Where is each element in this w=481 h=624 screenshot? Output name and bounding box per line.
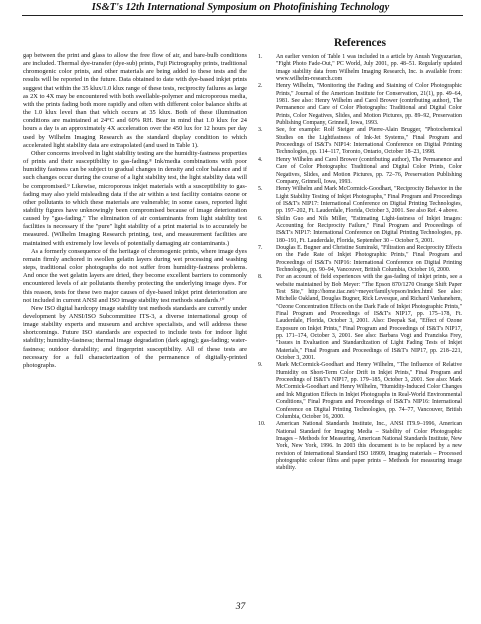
- reference-number: 1.: [258, 54, 263, 60]
- reference-item: [258, 54, 462, 83]
- references-column: [258, 37, 462, 473]
- page-number: 37: [235, 601, 246, 612]
- reference-text: American National Standards Institute, Inc., ANSI IT9.9–1996, American National Standard for Imaging Media – Stability of Color Photographic Images – Methods for Measuring, American National Standards Institute, New York, New York, 1996. In 2003 this document is to be replaced by a new revision of International Standard ISO 18909, Imaging materials – Processed photographic colour films and paper prints – Methods for measuring image stability.: [276, 421, 462, 472]
- reference-item: [258, 157, 462, 186]
- reference-text: Henry Wilhelm and Mark McCormick-Goodhart, "Reciprocity Behavior in the Light Stability Testing of Inkjet Photographs," Final Program and Proceedings of IS&T's NIP17: International Conference on Digital Printing Technologies, pp. 197–202, Ft. Lauderdale, Florida, October 3, 2001. See also Ref. 4 above.: [276, 186, 462, 215]
- reference-number: 10.: [258, 421, 266, 428]
- body-paragraph: As a formerly consequence of the heritage of chromogenic prints, where image dyes remain firmly anchored in swollen gelatin layers during wet processing and washing steps, traditional color photographs do not suffer from humidity-fastness problems. And once the wet gelatin layers are dried, they become excellent barriers to commonly encountered levels of air pollutants thereby protecting the underlying image dyes. For this reason, tests for these two major causes of dye-based inkjet print deterioration are not included in current ANSI and ISO image stability test methods standards.¹⁰: [23, 247, 247, 304]
- body-paragraph: Other concerns involved in light stability testing are the humidity-fastness properties of prints and their susceptibility to gas-fading.⁸ Ink/media combinations with poor humidity fastness can be subject to gradual changes in density and color balance and if such changes occur during the course of a light stability test, the light stability data will be compromised.⁹ Likewise, microporous inkjet materials with a susceptibility to gas-fading may also yield misleading data if the air within a test facility contains ozone or other pollutants to which these materials are vulnerable; in some cases, reported light stability figures have unknowingly been compromised because of image deterioration caused by "gas-fading." The elimination of air contaminants from light stability test facilities is necessary if the "pure" light stability of a print material is to accurately be measured. (Wilhelm Imaging Research printing, test, and measurement facilities are maintained with extremely low levels of potentially damaging air contaminants.): [23, 149, 247, 247]
- reference-item: [258, 216, 462, 245]
- reference-number: 3.: [258, 127, 263, 134]
- reference-text: For an account of field experiences with the gas-fading of inkjet prints, see a website maintained by Bob Meyer: "The Epson 870/1270 Orange Shift Paper Test Site," http://home.tiac.net/~meyer/family/epson/index.html See also: Michelle Oakland, Douglas Bugner, Rick Levesque, and Richard Vanhanehem, "Ozone Concentration Effects on the Dark Fade of Inkjet Photographic Prints," Final Program and Proceedings of IS&T's NIP17, pp. 175–178, Ft. Lauderdale, Florida, October 3, 2001. Also: Deepak Sai, "Effect of Ozone Exposure on Inkjet Prints," Final Program and Proceedings of IS&T's NIP17, pp. 171–174, October 3, 2001. See also: Barbara Vogt and Franziska Frey, "Issues in Evaluation and Standardization of Light Fading Tests of Inkjet Materials," Final Program and Proceedings of IS&T's NIP17, pp. 218–221, October 3, 2001.: [276, 274, 462, 362]
- reference-text: Shilin Guo and Nils Miller, "Estimating Light-fastness of Inkjet Images: Accounting for Reciprocity Failure," Final Program and Proceedings of IS&T's NIP17: International Conference on Digital Printing Technologies, pp. 180–191, Ft. Lauderdale, Florida, September 30 – October 5, 2001.: [276, 215, 462, 244]
- reference-number: 4.: [258, 156, 263, 163]
- body-paragraph: gap between the print and glass to allow the free flow of air, and bare-bulb conditions are included. Thermal dye-transfer (dye-sub) prints, Fuji Pictrography prints, traditional chromogenic color prints, and other materials are being added to these tests and the results will be reported in the future. Data obtained to date with dye-based inkjet prints suggest that within the 35 klux/1.0 klux range of these tests, reciprocity failures as large as 2X to 4X may be encountered with both swellable-polymer and microporous media, with the prints fading both more rapidly and often with different color balance shifts at the 1.0 klux level than that which occurs at 35 klux. Both of these illumination conditions are maintained at 24°C and 60% RH. Bear in mind that 1.0 klux for 24 hours a day is an approximately 4X acceleration over the 450 lux for 12 hours per day used by Wilhelm Imaging Research as the standard display condition to which accelerated light stability data are extrapolated (and used in Table 1).: [23, 52, 248, 149]
- reference-item: [258, 127, 462, 156]
- reference-text: Henry Wilhelm and Carol Brower (contributing author), The Permanence and Care of Color Photographs: Traditional and Digital Color Prints, Color Negatives, Slides, and Motion Pictures, pp. 72–76, Preservation Publishing Company, Grinnell, Iowa, 1993.: [276, 156, 462, 185]
- reference-text: See, for example: Rolf Steiger and Pierre-Alain Brugger, "Photochemical Studies on the Lightfastness of Ink-Jet Systems," Final Program and Proceedings of IS&T's NIP14: International Conference on Digital Printing Technologies, pp. 114–117, Toronto, Ontario, October 18–23, 1998.: [276, 127, 462, 156]
- left-column-body: [23, 52, 247, 370]
- reference-item: [258, 83, 462, 127]
- reference-item: [258, 245, 462, 274]
- reference-text: Henry Wilhelm, "Monitoring the Fading and Staining of Color Photographic Prints," Journal of the American Institute for Conservation, 21(1), pp. 49–64, 1981. See also: Henry Wilhelm and Carol Brower (contributing author), The Permanence and Care of Color Photographs: Traditional and Digital Color Prints, Color Negatives, Slides, and Motion Pictures, pp. 89–92, Preservation Publishing Company, Grinnell, Iowa, 1993.: [276, 83, 462, 127]
- running-header: IS&T's 12th International Symposium on Photofinishing Technology: [91, 2, 390, 13]
- reference-number: 7.: [258, 244, 263, 251]
- reference-number: 8.: [258, 274, 263, 281]
- reference-text: Mark McCormick-Goodhart and Henry Wilhelm, "The Influence of Relative Humidity on Short-Term Color Drift in Inkjet Prints," Final Program and Proceedings of IS&T's NIP17, pp. 179–185, October 3, 2001. See also: Mark McCormick-Goodhart and Henry Wilhelm, "Humidity-Induced Color Changes and Ink Migration Effects in Inkjet Photographs in Real-World Environmental Conditions," Final Program and Proceedings of IS&T's NIP16: International Conference on Digital Printing Technologies, pp. 74–77, Vancouver, British Columbia, October 16, 2000.: [276, 362, 462, 420]
- reference-item: [258, 274, 462, 362]
- reference-number: 2.: [258, 83, 263, 90]
- reference-item: [258, 186, 462, 215]
- reference-item: [258, 362, 462, 421]
- reference-number: 5.: [258, 186, 263, 193]
- reference-number: 9.: [258, 362, 263, 369]
- reference-item: [258, 421, 462, 472]
- reference-number: 6.: [258, 215, 263, 222]
- reference-text: An earlier version of Table 1 was included in a article by Anush Yegyazarian, "Fight Photo Fade-Out," PC World, July 2001, pp. 48–51. Regularly updated image stability data from Wilhelm Imaging Research, Inc. is available from: www.wilhelm-research.com: [276, 54, 462, 83]
- references-heading: References: [334, 37, 386, 49]
- body-paragraph: New ISO digital hardcopy image stability test methods standards are currently under development by ANSI/ISO Subcommittee ITS-3, a diverse international group of image stability experts and museum and archive specialists, and will address these shortcomings. Future ISO standards are expected to include tests for indoor light stability; humidity-fastness; thermal image degradation (dark aging); gas-fading; water-fastness; outdoor durability; and fingerprint susceptibility. All of these tests are necessary for a full characterization of the permanence of digitally-printed photographs.: [23, 304, 247, 369]
- header-rule: [22, 15, 463, 16]
- reference-text: Douglas E. Bugner and Christine Suminski, "Filtration and Reciprocity Effects on the Fade Rate of Inkjet Photographic Prints," Final Program and Proceedings of IS&T's NIP16: International Conference on Digital Printing Technologies, pp. 90–94, Vancouver, British Columbia, October 16, 2000.: [276, 244, 462, 273]
